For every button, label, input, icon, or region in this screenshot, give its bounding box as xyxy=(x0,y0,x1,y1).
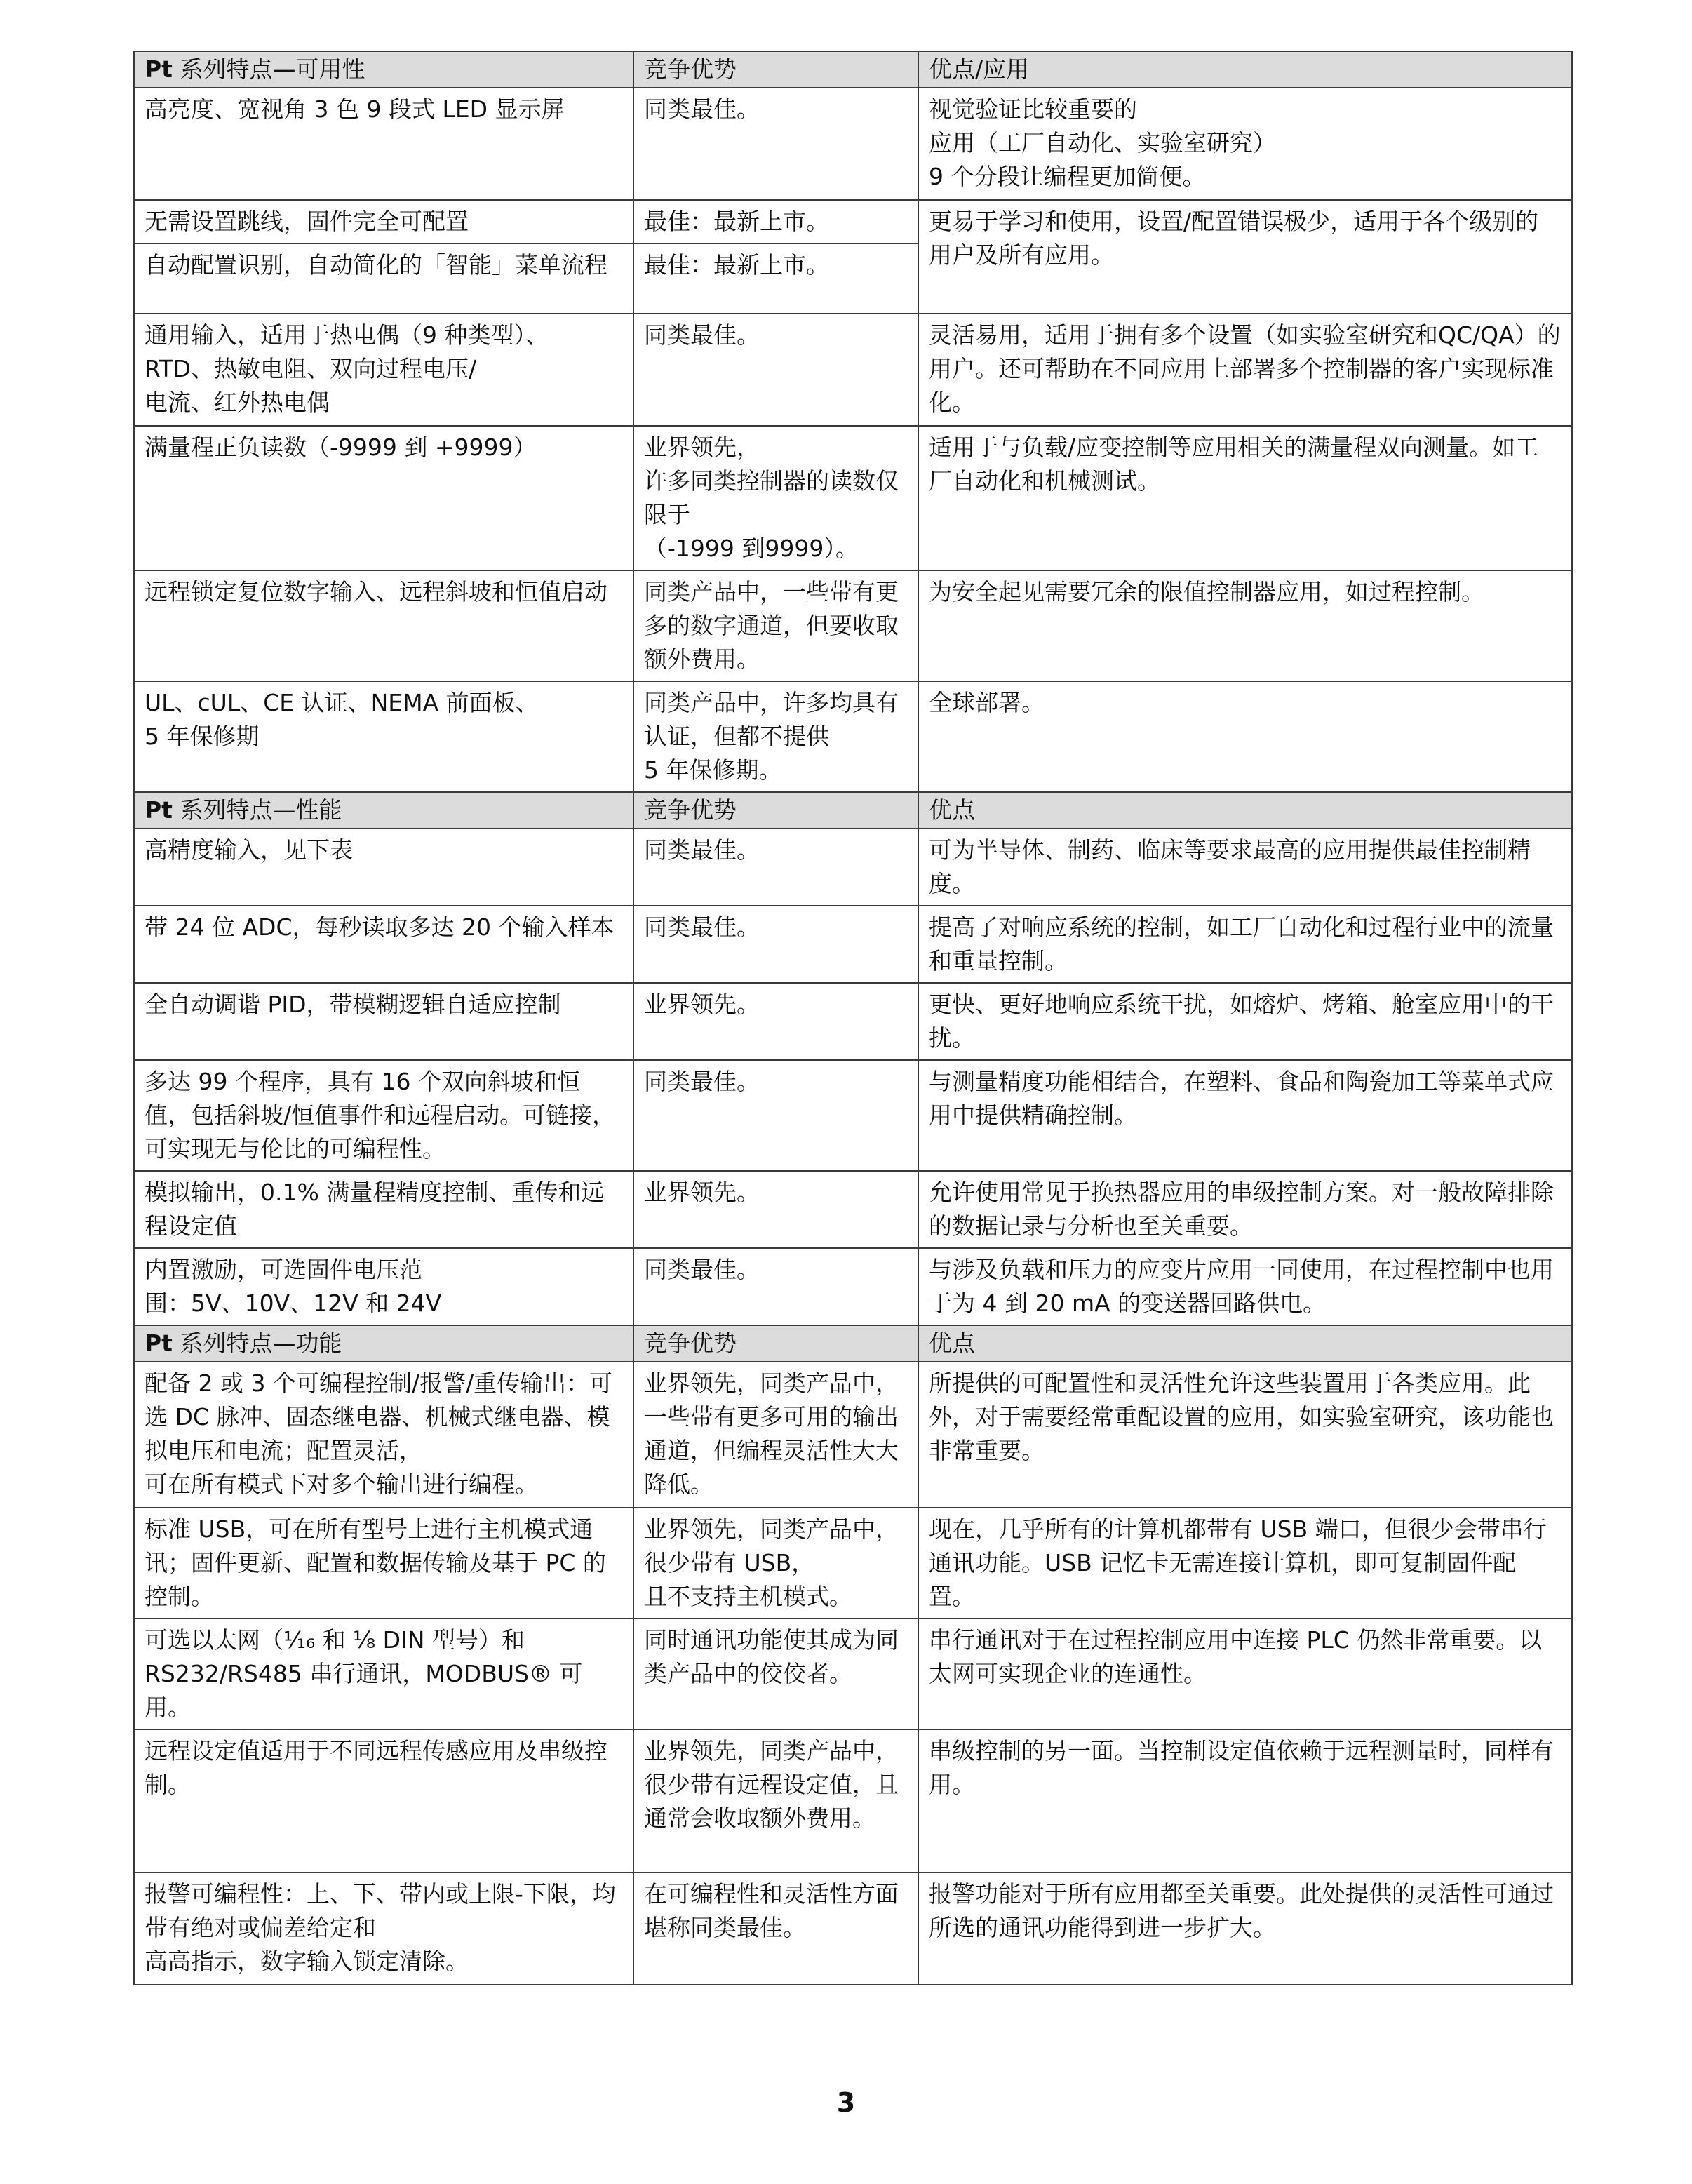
advantage-cell: 业界领先，同类产品中，一些带有更多可用的输出通道，但编程灵活性大大降低。 xyxy=(633,1362,918,1508)
feature-cell: 可选以太网（¹⁄₁₆ 和 ⅛ DIN 型号）和 RS232/RS485 串行通讯，MODBUS® 可用。 xyxy=(134,1619,633,1729)
table-row xyxy=(134,1171,1572,1248)
advantage-cell: 在可编程性和灵活性方面堪称同类最佳。 xyxy=(633,1873,918,1985)
advantage-cell: 最佳：最新上市。 xyxy=(633,243,918,314)
advantage-cell: 业界领先。 xyxy=(633,983,918,1060)
feature-cell: 模拟输出，0.1% 满量程精度控制、重传和远程设定值 xyxy=(134,1171,633,1248)
benefit-cell: 灵活易用，适用于拥有多个设置（如实验室研究和QC/QA）的用户。还可帮助在不同应用上部署多个控制器的客户实现标准化。 xyxy=(918,314,1572,426)
benefit-cell: 全球部署。 xyxy=(918,681,1572,792)
feature-cell: 满量程正负读数（-9999 到 +9999） xyxy=(134,426,633,570)
table-row xyxy=(134,1060,1572,1171)
feature-cell: 配备 2 或 3 个可编程控制/报警/重传输出：可选 DC 脉冲、固态继电器、机械式继电器、模拟电压和电流；配置灵活， 可在所有模式下对多个输出进行编程。 xyxy=(134,1362,633,1508)
benefit-cell: 与涉及负载和压力的应变片应用一同使用，在过程控制中也用于为 4 到 20 mA 的变送器回路供电。 xyxy=(918,1248,1572,1325)
table-row xyxy=(134,426,1572,570)
section-header-performance xyxy=(134,792,1572,829)
advantage-cell: 同类产品中，许多均具有认证，但都不提供 5 年保修期。 xyxy=(633,681,918,792)
advantage-cell: 同类最佳。 xyxy=(633,1060,918,1171)
feature-cell: 多达 99 个程序，具有 16 个双向斜坡和恒值，包括斜坡/恒值事件和远程启动。可链接，可实现无与伦比的可编程性。 xyxy=(134,1060,633,1171)
advantage-cell: 同类最佳。 xyxy=(633,829,918,906)
benefit-cell: 允许使用常见于换热器应用的串级控制方案。对一般故障排除的数据记录与分析也至关重要。 xyxy=(918,1171,1572,1248)
table-row xyxy=(134,1873,1572,1985)
advantage-cell: 业界领先。 xyxy=(633,1171,918,1248)
advantage-cell: 最佳：最新上市。 xyxy=(633,200,918,243)
advantage-cell: 业界领先，同类产品中，很少带有 USB， 且不支持主机模式。 xyxy=(633,1508,918,1619)
table-row xyxy=(134,314,1572,426)
header-advantage-cell: 竞争优势 xyxy=(633,51,918,88)
header-benefit-cell: 优点/应用 xyxy=(918,51,1572,88)
page-number: 3 xyxy=(836,2087,856,2118)
feature-cell: 通用输入，适用于热电偶（9 种类型）、 RTD、热敏电阻、双向过程电压/ 电流、红外热电偶 xyxy=(134,314,633,426)
features-table xyxy=(133,51,1573,1985)
header-feature-cell: Pt 系列特点—可用性 xyxy=(134,51,633,88)
benefit-cell: 视觉验证比较重要的 应用（工厂自动化、实验室研究） 9 个分段让编程更加简便。 xyxy=(918,88,1572,200)
header-benefit-cell: 优点 xyxy=(918,792,1572,829)
feature-cell: 高亮度、宽视角 3 色 9 段式 LED 显示屏 xyxy=(134,88,633,200)
benefit-cell: 提高了对响应系统的控制，如工厂自动化和过程行业中的流量和重量控制。 xyxy=(918,906,1572,983)
section-header-functionality xyxy=(134,1325,1572,1362)
table-row xyxy=(134,906,1572,983)
advantage-cell: 业界领先， 许多同类控制器的读数仅限于 （-1999 到9999）。 xyxy=(633,426,918,570)
table-row xyxy=(134,1248,1572,1325)
advantage-cell: 同类最佳。 xyxy=(633,1248,918,1325)
header-benefit-cell: 优点 xyxy=(918,1325,1572,1362)
benefit-cell: 可为半导体、制药、临床等要求最高的应用提供最佳控制精度。 xyxy=(918,829,1572,906)
benefit-cell: 为安全起见需要冗余的限值控制器应用，如过程控制。 xyxy=(918,570,1572,681)
table-row xyxy=(134,829,1572,906)
table-row xyxy=(134,1508,1572,1619)
feature-cell: 远程设定值适用于不同远程传感应用及串级控制。 xyxy=(134,1729,633,1873)
header-advantage-cell: 竞争优势 xyxy=(633,792,918,829)
benefit-cell: 更快、更好地响应系统干扰，如熔炉、烤箱、舱室应用中的干扰。 xyxy=(918,983,1572,1060)
header-feature-cell: Pt 系列特点—性能 xyxy=(134,792,633,829)
feature-cell: 自动配置识别，自动简化的「智能」菜单流程 xyxy=(134,243,633,314)
table-row xyxy=(134,983,1572,1060)
header-advantage-cell: 竞争优势 xyxy=(633,1325,918,1362)
table-row xyxy=(134,570,1572,681)
advantage-cell: 同类最佳。 xyxy=(633,906,918,983)
advantage-cell: 同类最佳。 xyxy=(633,88,918,200)
feature-cell: 带 24 位 ADC，每秒读取多达 20 个输入样本 xyxy=(134,906,633,983)
feature-cell: UL、cUL、CE 认证、NEMA 前面板、 5 年保修期 xyxy=(134,681,633,792)
feature-cell: 无需设置跳线，固件完全可配置 xyxy=(134,200,633,243)
benefit-cell: 更易于学习和使用，设置/配置错误极少，适用于各个级别的用户及所有应用。 xyxy=(918,200,1572,314)
feature-cell: 标准 USB，可在所有型号上进行主机模式通讯；固件更新、配置和数据传输及基于 PC 的控制。 xyxy=(134,1508,633,1619)
table-row xyxy=(134,1362,1572,1508)
benefit-cell: 适用于与负载/应变控制等应用相关的满量程双向测量。如工厂自动化和机械测试。 xyxy=(918,426,1572,570)
benefit-cell: 所提供的可配置性和灵活性允许这些装置用于各类应用。此外，对于需要经常重配设置的应用，如实验室研究，该功能也非常重要。 xyxy=(918,1362,1572,1508)
feature-cell: 远程锁定复位数字输入、远程斜坡和恒值启动 xyxy=(134,570,633,681)
table-row xyxy=(134,681,1572,792)
feature-cell: 高精度输入，见下表 xyxy=(134,829,633,906)
benefit-cell: 串行通讯对于在过程控制应用中连接 PLC 仍然非常重要。以太网可实现企业的连通性。 xyxy=(918,1619,1572,1729)
table-row xyxy=(134,200,1572,243)
table-row xyxy=(134,88,1572,200)
header-feature-cell: Pt 系列特点—功能 xyxy=(134,1325,633,1362)
advantage-cell: 业界领先，同类产品中，很少带有远程设定值，且通常会收取额外费用。 xyxy=(633,1729,918,1873)
advantage-cell: 同类产品中，一些带有更多的数字通道，但要收取额外费用。 xyxy=(633,570,918,681)
benefit-cell: 报警功能对于所有应用都至关重要。此处提供的灵活性可通过所选的通讯功能得到进一步扩大。 xyxy=(918,1873,1572,1985)
benefit-cell: 现在，几乎所有的计算机都带有 USB 端口，但很少会带串行通讯功能。USB 记忆卡无需连接计算机，即可复制固件配置。 xyxy=(918,1508,1572,1619)
benefit-cell: 与测量精度功能相结合，在塑料、食品和陶瓷加工等菜单式应用中提供精确控制。 xyxy=(918,1060,1572,1171)
benefit-cell: 串级控制的另一面。当控制设定值依赖于远程测量时，同样有用。 xyxy=(918,1729,1572,1873)
section-header-usability xyxy=(134,51,1572,88)
feature-cell: 报警可编程性：上、下、带内或上限-下限，均带有绝对或偏差给定和 高高指示，数字输入锁定清除。 xyxy=(134,1873,633,1985)
advantage-cell: 同时通讯功能使其成为同类产品中的佼佼者。 xyxy=(633,1619,918,1729)
table-row xyxy=(134,1729,1572,1873)
advantage-cell: 同类最佳。 xyxy=(633,314,918,426)
feature-cell: 内置激励，可选固件电压范 围：5V、10V、12V 和 24V xyxy=(134,1248,633,1325)
feature-cell: 全自动调谐 PID，带模糊逻辑自适应控制 xyxy=(134,983,633,1060)
table-row xyxy=(134,1619,1572,1729)
